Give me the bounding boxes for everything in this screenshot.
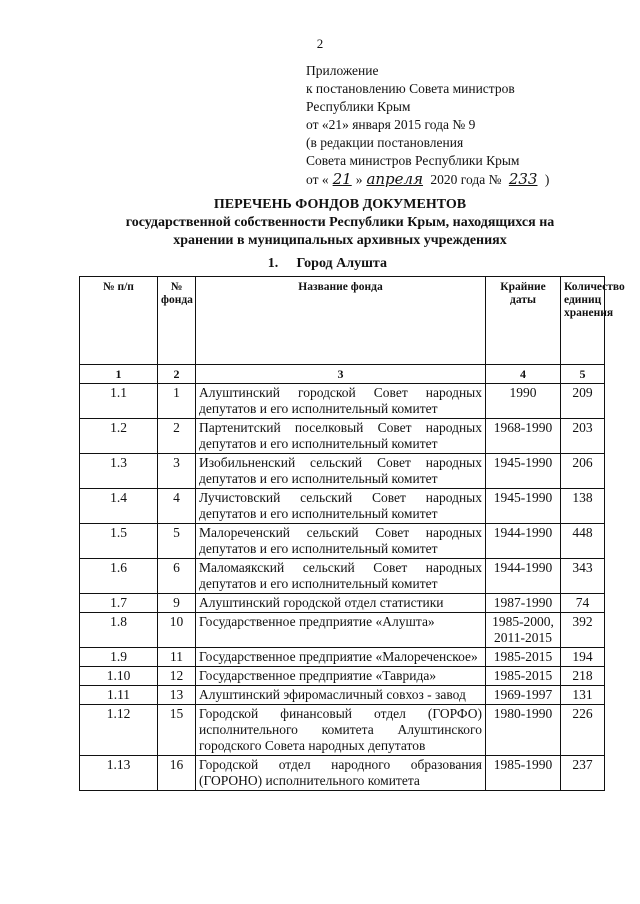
table-row [80,594,605,613]
header-name: Название фонда [196,277,486,365]
cell-name: Алуштинский городской отдел статистики [196,594,486,613]
table-row [80,705,605,756]
cell-count: 343 [561,559,605,594]
date-year: 2020 года № [427,172,505,187]
cell-name: Малореченский сельский Совет народных депутатов и его исполнительный комитет [196,524,486,559]
title-line-1: ПЕРЕЧЕНЬ ФОНДОВ ДОКУМЕНТОВ [213,197,467,212]
cell-pp: 1.8 [80,613,158,648]
table-row [80,524,605,559]
cell-pp: 1.5 [80,524,158,559]
cell-fond: 15 [158,705,196,756]
table-row [80,667,605,686]
table-row [80,559,605,594]
document-title [60,196,620,250]
cell-fond: 4 [158,489,196,524]
cell-count: 226 [561,705,605,756]
column-index-row [80,365,605,384]
cell-count: 138 [561,489,605,524]
cell-count: 206 [561,454,605,489]
cell-pp: 1.2 [80,419,158,454]
cell-dates: 1968-1990 [486,419,561,454]
cell-pp: 1.13 [80,756,158,791]
cell-pp: 1.10 [80,667,158,686]
appendix-block [306,62,606,189]
cell-pp: 1.1 [80,384,158,419]
handwritten-month: апреля [366,170,424,188]
table-row [80,454,605,489]
section-number: 1. [267,256,279,271]
cell-pp: 1.3 [80,454,158,489]
table-row [80,419,605,454]
cell-count: 209 [561,384,605,419]
cell-count: 237 [561,756,605,791]
cell-count: 218 [561,667,605,686]
cell-name: Государственное предприятие «Алушта» [196,613,486,648]
appendix-line: Приложение [306,63,379,78]
table-row [80,489,605,524]
cell-name: Изобильненский сельский Совет народных депутатов и его исполнительный комитет [196,454,486,489]
column-index: 1 [80,365,158,384]
cell-fond: 2 [158,419,196,454]
cell-fond: 11 [158,648,196,667]
cell-dates: 1987-1990 [486,594,561,613]
date-prefix: от « [306,172,329,187]
cell-name: Государственное предприятие «Малореченское» [196,648,486,667]
title-line-3: хранении в муниципальных архивных учреждениях [173,233,507,248]
header-pp: № п/п [80,277,158,365]
cell-count: 194 [561,648,605,667]
cell-name: Государственное предприятие «Таврида» [196,667,486,686]
handwritten-day: 21 [332,170,352,188]
cell-fond: 3 [158,454,196,489]
cell-fond: 13 [158,686,196,705]
cell-name: Алуштинский городской Совет народных депутатов и его исполнительный комитет [196,384,486,419]
cell-count: 74 [561,594,605,613]
column-index: 3 [196,365,486,384]
cell-fond: 12 [158,667,196,686]
header-count: Количество единиц хранения [561,277,605,365]
cell-name: Маломаякский сельский Совет народных депутатов и его исполнительный комитет [196,559,486,594]
cell-dates: 1944-1990 [486,524,561,559]
cell-pp: 1.4 [80,489,158,524]
cell-dates: 1985-2015 [486,667,561,686]
cell-pp: 1.9 [80,648,158,667]
cell-dates: 1985-2015 [486,648,561,667]
cell-count: 203 [561,419,605,454]
header-fond: № фонда [158,277,196,365]
section-name: Город Алушта [296,256,387,271]
cell-pp: 1.12 [80,705,158,756]
cell-dates: 1945-1990 [486,489,561,524]
table-row [80,648,605,667]
cell-name: Городской отдел народного образования (ГОРОНО) исполнительного комитета [196,756,486,791]
handwritten-number: 233 [508,170,538,188]
appendix-line: Совета министров Республики Крым [306,153,520,168]
funds-table [79,276,625,791]
date-mid: » [355,172,363,187]
cell-pp: 1.6 [80,559,158,594]
cell-fond: 10 [158,613,196,648]
cell-fond: 1 [158,384,196,419]
cell-count: 131 [561,686,605,705]
column-index: 4 [486,365,561,384]
cell-name: Партенитский поселковый Совет народных депутатов и его исполнительный комитет [196,419,486,454]
appendix-line: от «21» января 2015 года № 9 [306,117,476,132]
cell-name: Городской финансовый отдел (ГОРФО) исполнительного комитета Алуштинского городского Совета народных депутатов [196,705,486,756]
cell-name: Лучистовский сельский Совет народных депутатов и его исполнительный комитет [196,489,486,524]
appendix-date-line [306,170,606,189]
cell-fond: 9 [158,594,196,613]
table-row [80,756,605,791]
appendix-line: Республики Крым [306,99,411,114]
cell-fond: 16 [158,756,196,791]
cell-pp: 1.11 [80,686,158,705]
cell-dates: 1944-1990 [486,559,561,594]
title-line-2: государственной собственности Республики Крым, находящихся на [125,215,555,230]
cell-pp: 1.7 [80,594,158,613]
header-dates: Крайние даты [486,277,561,365]
appendix-line: к постановлению Совета министров [306,81,515,96]
cell-dates: 1990 [486,384,561,419]
table-row [80,613,605,648]
table-header-row [80,277,605,365]
table-row [80,686,605,705]
date-close: ) [541,172,550,187]
appendix-line: (в редакции постановления [306,135,464,150]
table-body [80,384,605,791]
cell-fond: 5 [158,524,196,559]
table-row [80,384,605,419]
cell-dates: 1969-1997 [486,686,561,705]
column-index: 5 [561,365,605,384]
cell-fond: 6 [158,559,196,594]
cell-count: 392 [561,613,605,648]
cell-name: Алуштинский эфиромасличный совхоз - завод [196,686,486,705]
section-heading [0,256,640,272]
cell-dates: 1945-1990 [486,454,561,489]
cell-dates: 1985-1990 [486,756,561,791]
column-index: 2 [158,365,196,384]
cell-count: 448 [561,524,605,559]
page-number: 2 [316,36,324,51]
cell-dates: 1980-1990 [486,705,561,756]
cell-dates: 1985-2000, 2011-2015 [486,613,561,648]
